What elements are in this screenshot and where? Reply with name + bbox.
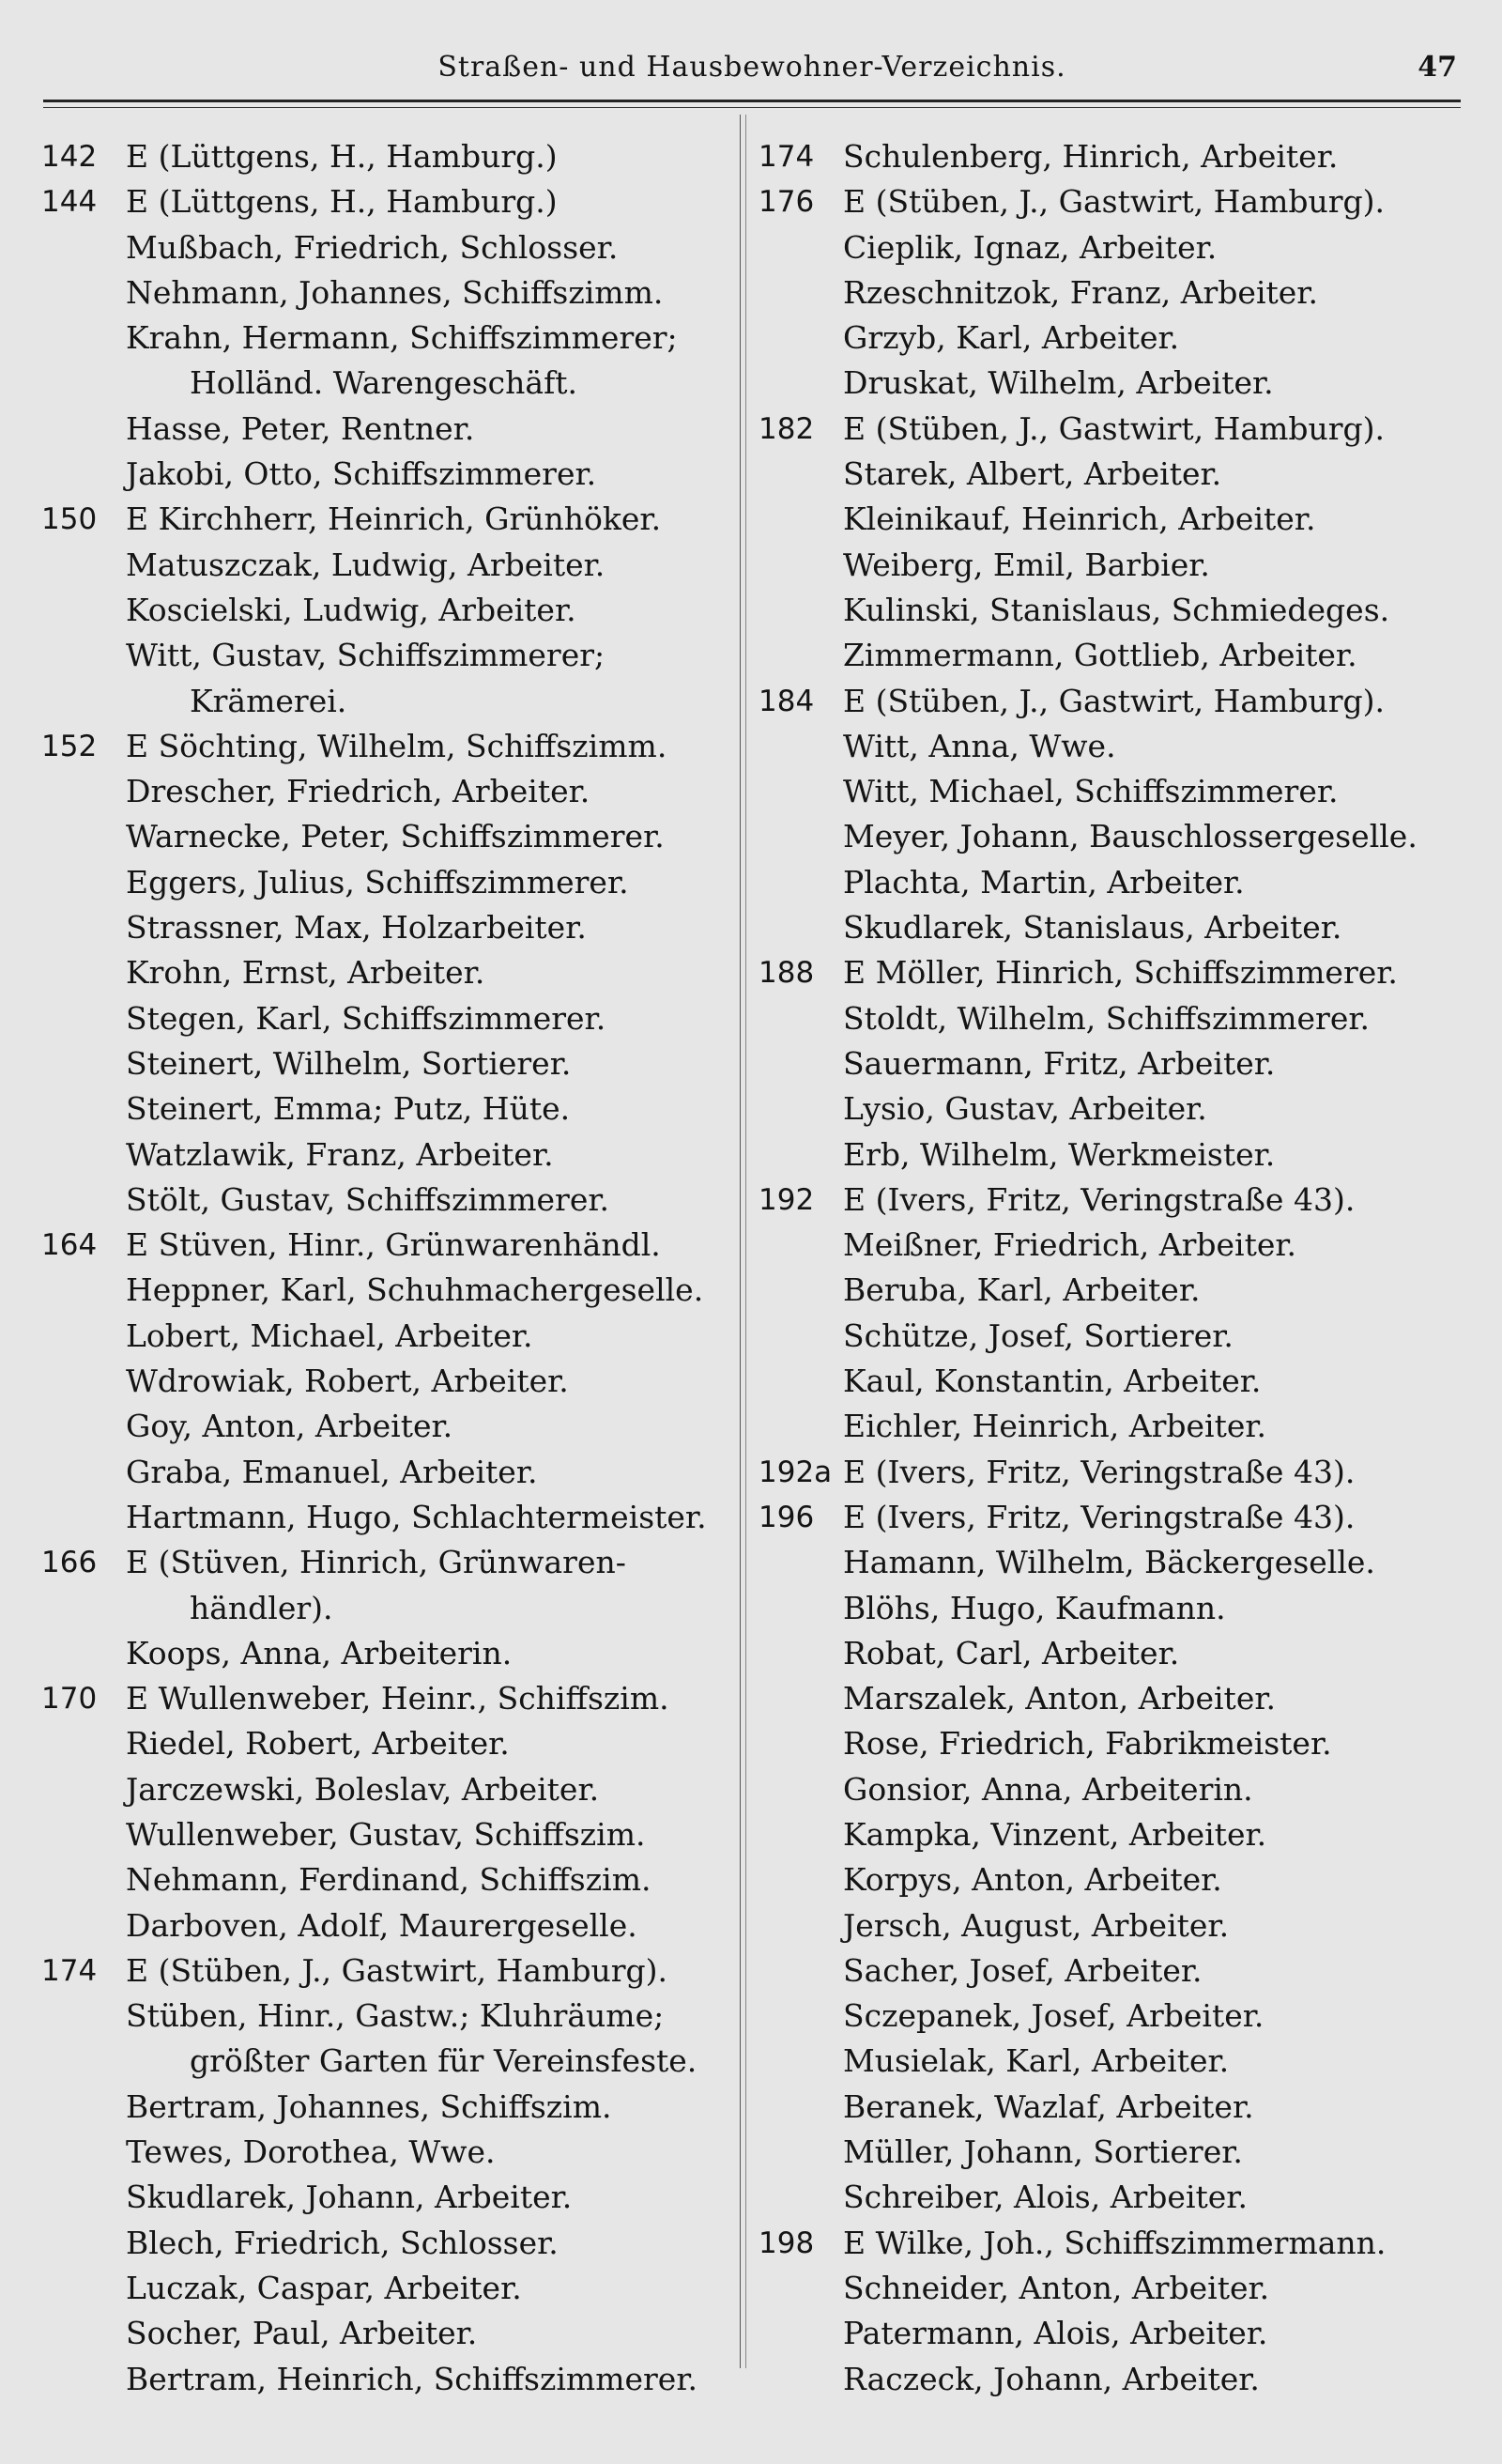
directory-entry: [759, 497, 1472, 542]
resident-text: Kulinski, Stanislaus, Schmiedeges.: [843, 591, 1390, 628]
resident-text: Krämerei.: [190, 682, 347, 719]
directory-entry: [759, 134, 1472, 179]
resident-text: Erb, Wilhelm, Werkmeister.: [843, 1135, 1276, 1173]
directory-entry: [41, 1676, 736, 1721]
resident-text: Cieplik, Ignaz, Arbeiter.: [843, 228, 1218, 266]
directory-entry: [41, 316, 736, 361]
directory-entry: [41, 1041, 736, 1086]
resident-text: Sauermann, Fritz, Arbeiter.: [843, 1044, 1276, 1082]
resident-text: Sczepanek, Josef, Arbeiter.: [843, 1997, 1264, 2035]
resident-text: Drescher, Friedrich, Arbeiter.: [126, 773, 590, 810]
resident-text: größter Garten für Vereinsfeste.: [190, 2042, 697, 2080]
directory-entry: [41, 543, 736, 588]
resident-text: Schneider, Anton, Arbeiter.: [843, 2269, 1270, 2306]
resident-text: Graba, Emanuel, Arbeiter.: [126, 1453, 538, 1490]
resident-text: Mußbach, Friedrich, Schlosser.: [126, 228, 619, 266]
directory-entry: [41, 679, 736, 724]
directory-entry: [41, 1631, 736, 1676]
left-column: [41, 134, 736, 2402]
page-header: [43, 47, 1461, 92]
directory-entry: [759, 860, 1472, 905]
resident-text: Wullenweber, Gustav, Schiffszim.: [126, 1815, 646, 1853]
resident-text: Raczeck, Johann, Arbeiter.: [843, 2360, 1260, 2397]
directory-entry: [41, 1767, 736, 1812]
resident-text: E (Lüttgens, H., Hamburg.): [126, 138, 558, 175]
resident-text: Socher, Paul, Arbeiter.: [126, 2315, 478, 2352]
resident-text: Krohn, Ernst, Arbeiter.: [126, 954, 485, 992]
directory-entry: [41, 1994, 736, 2039]
directory-entry: [759, 1676, 1472, 1721]
directory-entry: [759, 179, 1472, 224]
directory-entry: [41, 633, 736, 678]
house-number: 170: [41, 1682, 98, 1717]
directory-entry: [759, 1086, 1472, 1132]
directory-entry: [41, 588, 736, 633]
directory-entry: [41, 1178, 736, 1223]
directory-entry: [759, 2266, 1472, 2311]
resident-text: Stüben, Hinr., Gastw.; Kluhräume;: [126, 1997, 665, 2035]
resident-text: Schulenberg, Hinrich, Arbeiter.: [843, 138, 1339, 175]
resident-text: E (Ivers, Fritz, Veringstraße 43).: [843, 1180, 1356, 1218]
resident-text: Eichler, Heinrich, Arbeiter.: [843, 1408, 1266, 1445]
directory-entry: [41, 1086, 736, 1132]
directory-entry: [759, 1178, 1472, 1223]
page-title: Straßen- und Hausbewohner-Verzeichnis.: [437, 51, 1066, 84]
resident-text: Druskat, Wilhelm, Arbeiter.: [843, 364, 1274, 402]
directory-entry: [759, 2085, 1472, 2130]
directory-entry: [41, 452, 736, 497]
resident-text: E (Stüben, J., Gastwirt, Hamburg).: [843, 682, 1386, 719]
directory-entry: [41, 1495, 736, 1540]
directory-entry: [759, 1132, 1472, 1178]
resident-text: händler).: [190, 1589, 333, 1626]
resident-text: Rose, Friedrich, Fabrikmeister.: [843, 1725, 1332, 1763]
directory-entry: [41, 1223, 736, 1268]
header-rule-thick: [43, 100, 1461, 102]
resident-text: Koscielski, Ludwig, Arbeiter.: [126, 591, 576, 628]
house-number: 196: [759, 1500, 815, 1534]
house-number: 192a: [759, 1455, 833, 1489]
resident-text: Lobert, Michael, Arbeiter.: [126, 1317, 533, 1354]
house-number: 142: [41, 140, 98, 174]
resident-text: Schreiber, Alois, Arbeiter.: [843, 2179, 1248, 2216]
directory-entry: [759, 1631, 1472, 1676]
resident-text: Sacher, Josef, Arbeiter.: [843, 1951, 1203, 1989]
house-number: 182: [759, 411, 815, 446]
house-number: 198: [759, 2225, 815, 2260]
resident-text: Müller, Johann, Sortierer.: [843, 2133, 1243, 2171]
directory-entry: [759, 814, 1472, 859]
directory-entry: [41, 1132, 736, 1178]
directory-entry: [41, 1903, 736, 1948]
directory-entry: [41, 1948, 736, 1994]
house-number: 164: [41, 1228, 98, 1263]
directory-entry: [759, 2130, 1472, 2175]
directory-entry: [41, 996, 736, 1041]
resident-text: E (Ivers, Fritz, Veringstraße 43).: [843, 1498, 1356, 1535]
directory-entry: [41, 361, 736, 406]
directory-entry: [41, 1404, 736, 1449]
directory-entry: [759, 996, 1472, 1041]
directory-entry: [759, 679, 1472, 724]
directory-entry: [759, 225, 1472, 270]
resident-text: E (Stüben, J., Gastwirt, Hamburg).: [843, 183, 1386, 221]
column-divider-secondary: [745, 115, 746, 2368]
directory-entry: [759, 1359, 1472, 1404]
directory-entry: [759, 1540, 1472, 1585]
resident-text: Bertram, Heinrich, Schiffszimmerer.: [126, 2360, 697, 2397]
directory-entry: [759, 2357, 1472, 2402]
directory-entry: [759, 1857, 1472, 1902]
resident-text: E (Stüben, J., Gastwirt, Hamburg).: [126, 1951, 668, 1989]
directory-entry: [759, 1586, 1472, 1631]
resident-text: Warnecke, Peter, Schiffszimmerer.: [126, 818, 665, 855]
resident-text: Kleinikauf, Heinrich, Arbeiter.: [843, 500, 1316, 538]
directory-entry: [41, 905, 736, 950]
resident-text: Meyer, Johann, Bauschlossergeselle.: [843, 818, 1418, 855]
resident-text: Hartmann, Hugo, Schlachtermeister.: [126, 1498, 707, 1535]
house-number: 144: [41, 185, 98, 220]
resident-text: Hamann, Wilhelm, Bäckergeselle.: [843, 1544, 1375, 1581]
directory-entry: [41, 1268, 736, 1313]
resident-text: Nehmann, Johannes, Schiffszimm.: [126, 273, 664, 311]
directory-entry: [41, 2266, 736, 2311]
directory-entry: [41, 2221, 736, 2266]
resident-text: Nehmann, Ferdinand, Schiffszim.: [126, 1861, 651, 1899]
directory-entry: [41, 1812, 736, 1857]
directory-entry: [759, 361, 1472, 406]
resident-text: Strassner, Max, Holzarbeiter.: [126, 909, 587, 947]
directory-entry: [759, 633, 1472, 678]
resident-text: Plachta, Martin, Arbeiter.: [843, 863, 1245, 901]
resident-text: Jersch, August, Arbeiter.: [843, 1906, 1230, 1944]
header-rule-thin: [43, 107, 1461, 108]
directory-entry: [41, 2085, 736, 2130]
house-number: 174: [759, 140, 815, 174]
directory-entry: [41, 1586, 736, 1631]
resident-text: E Kirchherr, Heinrich, Grünhöker.: [126, 500, 662, 538]
resident-text: E (Stüben, J., Gastwirt, Hamburg).: [843, 409, 1386, 447]
resident-text: Robat, Carl, Arbeiter.: [843, 1634, 1180, 1671]
resident-text: Musielak, Karl, Arbeiter.: [843, 2042, 1230, 2080]
house-number: 152: [41, 729, 98, 763]
resident-text: Gonsior, Anna, Arbeiterin.: [843, 1770, 1253, 1808]
directory-entry: [759, 769, 1472, 814]
resident-text: Beranek, Wazlaf, Arbeiter.: [843, 2087, 1254, 2125]
directory-entry: [41, 950, 736, 995]
resident-text: Skudlarek, Stanislaus, Arbeiter.: [843, 909, 1342, 947]
directory-entry: [41, 1540, 736, 1585]
directory-entry: [759, 1994, 1472, 2039]
directory-entry: [41, 2311, 736, 2356]
resident-text: Meißner, Friedrich, Arbeiter.: [843, 1226, 1296, 1264]
resident-text: Goy, Anton, Arbeiter.: [126, 1408, 453, 1445]
resident-text: Witt, Anna, Wwe.: [843, 727, 1116, 764]
directory-entry: [41, 270, 736, 316]
resident-text: Krahn, Hermann, Schiffszimmerer;: [126, 319, 678, 357]
resident-text: Blech, Friedrich, Schlosser.: [126, 2224, 559, 2261]
resident-text: Watzlawik, Franz, Arbeiter.: [126, 1135, 554, 1173]
resident-text: Korpys, Anton, Arbeiter.: [843, 1861, 1222, 1899]
directory-entry: [759, 1903, 1472, 1948]
resident-text: Bertram, Johannes, Schiffszim.: [126, 2087, 612, 2125]
directory-entry: [759, 543, 1472, 588]
resident-text: E Söchting, Wilhelm, Schiffszimm.: [126, 727, 667, 764]
directory-entry: [41, 1359, 736, 1404]
house-number: 166: [41, 1546, 98, 1580]
resident-text: Patermann, Alois, Arbeiter.: [843, 2315, 1268, 2352]
resident-text: Lysio, Gustav, Arbeiter.: [843, 1090, 1207, 1128]
resident-text: Skudlarek, Johann, Arbeiter.: [126, 2179, 573, 2216]
directory-entry: [41, 1857, 736, 1902]
resident-text: Luczak, Caspar, Arbeiter.: [126, 2269, 522, 2306]
resident-text: Riedel, Robert, Arbeiter.: [126, 1725, 510, 1763]
resident-text: Holländ. Warengeschäft.: [190, 364, 578, 402]
directory-entry: [41, 1721, 736, 1766]
resident-text: E Stüven, Hinr., Grünwarenhändl.: [126, 1226, 661, 1264]
page-number: 47: [1418, 51, 1457, 84]
directory-entry: [759, 1721, 1472, 1766]
directory-entry: [41, 1450, 736, 1495]
resident-text: Darboven, Adolf, Maurergeselle.: [126, 1906, 637, 1944]
directory-entry: [759, 588, 1472, 633]
directory-entry: [759, 1041, 1472, 1086]
directory-entry: [759, 724, 1472, 769]
resident-text: Stegen, Karl, Schiffszimmerer.: [126, 999, 606, 1037]
house-number: 174: [41, 1953, 98, 1988]
resident-text: Beruba, Karl, Arbeiter.: [843, 1271, 1201, 1309]
directory-entry: [759, 1223, 1472, 1268]
resident-text: Blöhs, Hugo, Kaufmann.: [843, 1589, 1226, 1626]
resident-text: Matuszczak, Ludwig, Arbeiter.: [126, 546, 605, 583]
resident-text: Kampka, Vinzent, Arbeiter.: [843, 1815, 1267, 1853]
house-number: 192: [759, 1182, 815, 1217]
house-number: 188: [759, 956, 815, 991]
house-number: 176: [759, 185, 815, 220]
resident-text: Kaul, Konstantin, Arbeiter.: [843, 1363, 1262, 1400]
directory-entry: [759, 1268, 1472, 1313]
resident-text: E Wilke, Joh., Schiffszimmermann.: [843, 2224, 1387, 2261]
directory-entry: [759, 2039, 1472, 2084]
house-number: 150: [41, 502, 98, 537]
resident-text: Steinert, Emma; Putz, Hüte.: [126, 1090, 571, 1128]
resident-text: Stölt, Gustav, Schiffszimmerer.: [126, 1180, 609, 1218]
column-divider: [740, 115, 741, 2368]
directory-entry: [759, 316, 1472, 361]
resident-text: Jarczewski, Boleslav, Arbeiter.: [126, 1770, 600, 1808]
resident-text: Hasse, Peter, Rentner.: [126, 409, 475, 447]
resident-text: Schütze, Josef, Sortierer.: [843, 1317, 1234, 1354]
directory-entry: [41, 407, 736, 452]
resident-text: Wdrowiak, Robert, Arbeiter.: [126, 1363, 569, 1400]
directory-entry: [759, 2221, 1472, 2266]
directory-entry: [759, 1495, 1472, 1540]
resident-text: E (Stüven, Hinrich, Grünwaren-: [126, 1544, 626, 1581]
directory-entry: [759, 2311, 1472, 2356]
directory-entry: [759, 452, 1472, 497]
directory-entry: [41, 814, 736, 859]
directory-entry: [759, 1450, 1472, 1495]
directory-entry: [759, 1948, 1472, 1994]
directory-entry: [41, 2357, 736, 2402]
directory-entry: [41, 2130, 736, 2175]
resident-text: Witt, Gustav, Schiffszimmerer;: [126, 637, 605, 674]
resident-text: Koops, Anna, Arbeiterin.: [126, 1634, 513, 1671]
resident-text: Zimmermann, Gottlieb, Arbeiter.: [843, 637, 1357, 674]
resident-text: Jakobi, Otto, Schiffszimmerer.: [126, 455, 597, 493]
directory-entry: [41, 769, 736, 814]
directory-entry: [759, 407, 1472, 452]
directory-entry: [759, 950, 1472, 995]
resident-text: Weiberg, Emil, Barbier.: [843, 546, 1210, 583]
directory-entry: [41, 134, 736, 179]
directory-entry: [759, 1767, 1472, 1812]
house-number: 184: [759, 684, 815, 718]
directory-entry: [41, 179, 736, 224]
resident-text: Starek, Albert, Arbeiter.: [843, 455, 1222, 493]
directory-entry: [759, 1404, 1472, 1449]
resident-text: Tewes, Dorothea, Wwe.: [126, 2133, 496, 2171]
directory-entry: [759, 2175, 1472, 2220]
resident-text: E Wullenweber, Heinr., Schiffszim.: [126, 1680, 669, 1717]
resident-text: Marszalek, Anton, Arbeiter.: [843, 1680, 1276, 1717]
resident-text: Rzeschnitzok, Franz, Arbeiter.: [843, 273, 1318, 311]
resident-text: Witt, Michael, Schiffszimmerer.: [843, 773, 1339, 810]
resident-text: Eggers, Julius, Schiffszimmerer.: [126, 863, 629, 901]
directory-entry: [41, 2175, 736, 2220]
resident-text: E (Lüttgens, H., Hamburg.): [126, 183, 558, 221]
right-column: [759, 134, 1472, 2402]
resident-text: Grzyb, Karl, Arbeiter.: [843, 319, 1180, 357]
directory-entry: [41, 225, 736, 270]
directory-entry: [759, 905, 1472, 950]
directory-entry: [759, 270, 1472, 316]
resident-text: Stoldt, Wilhelm, Schiffszimmerer.: [843, 999, 1370, 1037]
directory-entry: [759, 1812, 1472, 1857]
directory-entry: [759, 1314, 1472, 1359]
resident-text: E (Ivers, Fritz, Veringstraße 43).: [843, 1453, 1356, 1490]
directory-entry: [41, 2039, 736, 2084]
resident-text: E Möller, Hinrich, Schiffszimmerer.: [843, 954, 1398, 992]
resident-text: Heppner, Karl, Schuhmachergeselle.: [126, 1271, 704, 1309]
directory-entry: [41, 497, 736, 542]
directory-entry: [41, 1314, 736, 1359]
resident-text: Steinert, Wilhelm, Sortierer.: [126, 1044, 572, 1082]
directory-entry: [41, 724, 736, 769]
directory-entry: [41, 860, 736, 905]
